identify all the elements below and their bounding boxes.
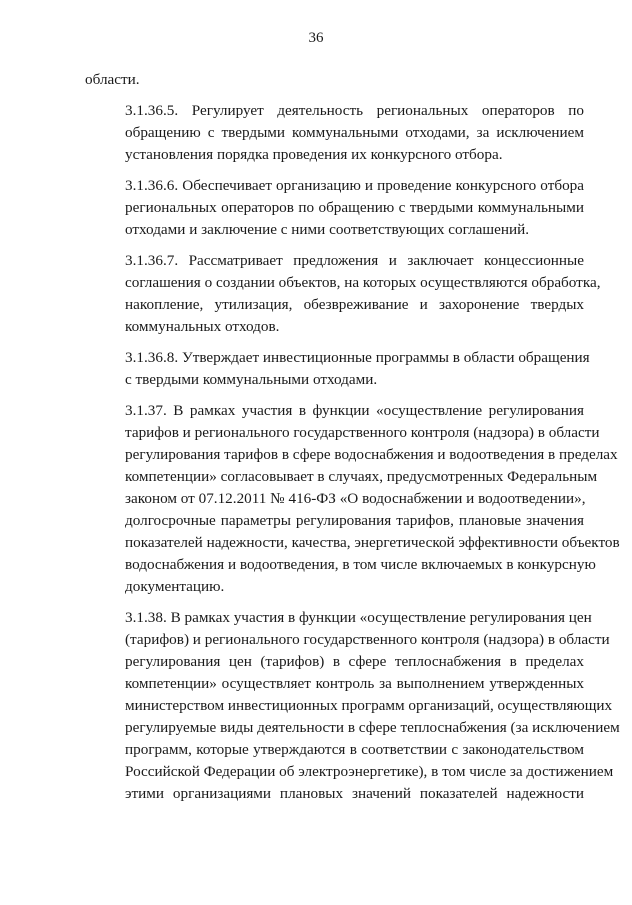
paragraph <box>85 69 584 91</box>
text-line: коммунальных отходов. <box>125 318 280 335</box>
text-line: тарифов и регионального государственного контроля (надзора) в области <box>125 424 600 441</box>
text-line: (тарифов) и регионального государственного контроля (надзора) в области <box>125 631 610 648</box>
text-line: 3.1.36.7. Рассматривает предложения и заключает концессионные <box>125 252 584 269</box>
text-line: законом от 07.12.2011 № 416-ФЗ «О водоснабжении и водоотведении», <box>125 490 586 507</box>
text-line: компетенции» осуществляет контроль за выполнением утвержденных <box>125 675 584 692</box>
text-line: регулирования цен (тарифов) в сфере теплоснабжения в пределах <box>125 653 584 670</box>
text-line: этими организациями плановых значений показателей надежности <box>125 785 584 802</box>
paragraph <box>85 607 620 805</box>
text-line: установления порядка проведения их конкурсного отбора. <box>125 146 503 163</box>
paragraph <box>85 347 590 391</box>
text-line: 3.1.36.8. Утверждает инвестиционные программы в области обращения <box>125 349 590 366</box>
paragraph <box>85 250 601 338</box>
text-line: 3.1.37. В рамках участия в функции «осуществление регулирования <box>125 402 584 419</box>
text-line: отходами и заключение с ними соответствующих соглашений. <box>125 221 530 238</box>
text-line: компетенции» согласовывает в случаях, предусмотренных Федеральным <box>125 468 598 485</box>
text-line: 3.1.36.5. Регулирует деятельность региональных операторов по <box>125 102 584 119</box>
text-line: соглашения о создании объектов, на которых осуществляются обработка, <box>125 274 601 291</box>
text-line: регулируемые виды деятельности в сфере теплоснабжения (за исключением <box>125 719 620 736</box>
page-number: 36 <box>308 30 324 46</box>
paragraph <box>85 400 620 598</box>
text-line: с твердыми коммунальными отходами. <box>125 371 378 388</box>
text-line: обращению с твердыми коммунальными отходами, за исключением <box>125 124 584 141</box>
text-line: 3.1.36.6. Обеспечивает организацию и проведение конкурсного отбора <box>125 177 584 194</box>
text-line: долгосрочные параметры регулирования тарифов, плановые значения <box>125 512 584 529</box>
text-line: документацию. <box>125 578 225 595</box>
text-line: 3.1.38. В рамках участия в функции «осуществление регулирования цен <box>125 609 592 626</box>
text-line: водоснабжения и водоотведения, в том числе включаемых в конкурсную <box>125 556 596 573</box>
text-line: программ, которые утверждаются в соответствии с законодательством <box>125 741 584 758</box>
text-line: области. <box>85 71 140 88</box>
text-line: показателей надежности, качества, энергетической эффективности объектов <box>125 534 620 551</box>
text-line: накопление, утилизация, обезвреживание и захоронение твердых <box>125 296 584 313</box>
text-line: региональных операторов по обращению с твердыми коммунальными <box>125 199 584 216</box>
text-line: регулирования тарифов в сфере водоснабжения и водоотведения в пределах <box>125 446 618 463</box>
paragraph <box>85 175 584 241</box>
document-body <box>85 69 620 814</box>
paragraph <box>85 100 584 166</box>
text-line: Российской Федерации об электроэнергетике), в том числе за достижением <box>125 763 614 780</box>
text-line: министерством инвестиционных программ организаций, осуществляющих <box>125 697 613 714</box>
